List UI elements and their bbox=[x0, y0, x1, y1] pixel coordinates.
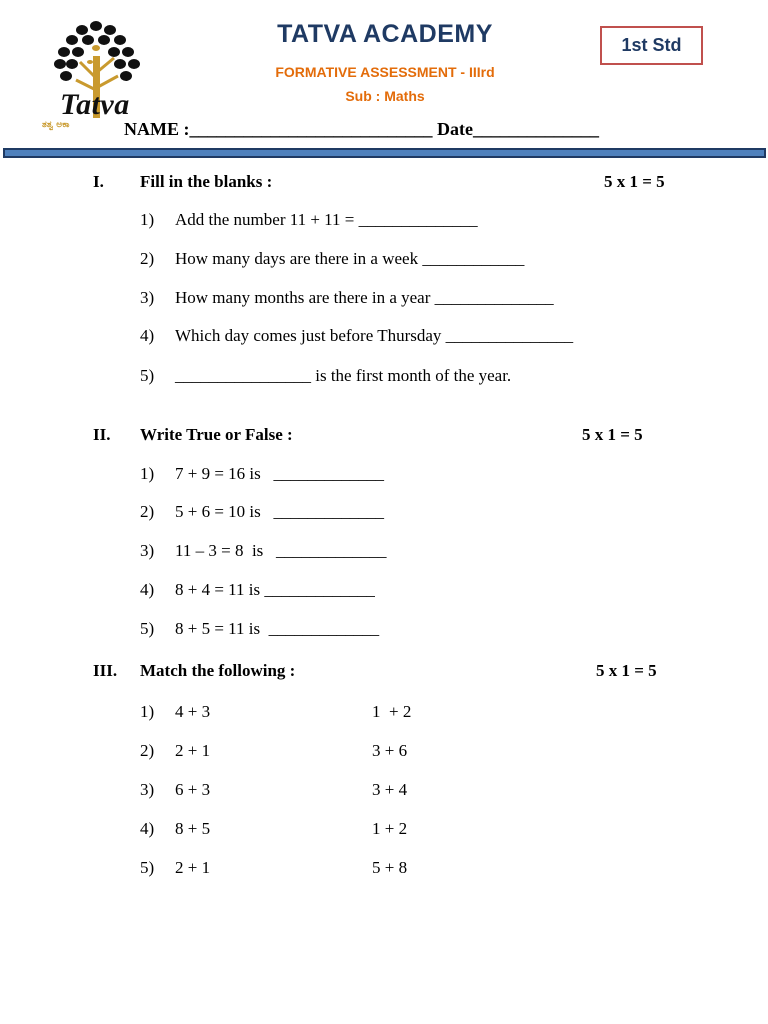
question-text: 8 + 4 = 11 is _____________ bbox=[175, 580, 375, 599]
match-right: 5 + 8 bbox=[372, 858, 408, 877]
question-number: 5) bbox=[140, 858, 155, 877]
logo-wordmark: Tatva bbox=[60, 88, 130, 121]
question-number: 4) bbox=[140, 580, 155, 599]
match-right: 1 + 2 bbox=[372, 819, 408, 838]
question-text: 5 + 6 = 10 is _____________ bbox=[175, 502, 385, 521]
assessment-title: FORMATIVE ASSESSMENT - IIIrd bbox=[275, 64, 495, 80]
question-number: 5) bbox=[140, 366, 155, 385]
match-left: 2 + 1 bbox=[175, 741, 211, 760]
question-text: Which day comes just before Thursday _______________ bbox=[175, 326, 574, 345]
match-right: 3 + 6 bbox=[372, 741, 408, 760]
section-1-heading: Fill in the blanks : bbox=[140, 172, 273, 191]
section-2-marks: 5 x 1 = 5 bbox=[582, 425, 643, 444]
standard-badge bbox=[600, 26, 703, 65]
section-1-marks: 5 x 1 = 5 bbox=[604, 172, 665, 191]
subject-label: Sub : Maths bbox=[345, 88, 425, 104]
name-date-line: NAME :___________________________ Date______________ bbox=[124, 119, 599, 139]
question-number: 2) bbox=[140, 741, 155, 760]
section-3-heading: Match the following : bbox=[140, 661, 296, 680]
question-number: 4) bbox=[140, 819, 155, 838]
question-text: 8 + 5 = 11 is _____________ bbox=[175, 619, 380, 638]
question-number: 3) bbox=[140, 288, 155, 307]
question-text: 7 + 9 = 16 is _____________ bbox=[175, 464, 385, 483]
section-3-number: III. bbox=[93, 661, 118, 680]
question-number: 2) bbox=[140, 249, 155, 268]
school-title: TATVA ACADEMY bbox=[277, 20, 493, 48]
question-number: 5) bbox=[140, 619, 155, 638]
match-left: 6 + 3 bbox=[175, 780, 211, 799]
match-left: 2 + 1 bbox=[175, 858, 211, 877]
section-1-number: I. bbox=[93, 172, 104, 191]
question-number: 1) bbox=[140, 702, 155, 721]
standard-label: 1st Std bbox=[621, 35, 682, 55]
question-number: 4) bbox=[140, 326, 155, 345]
question-text: How many days are there in a week ____________ bbox=[175, 249, 525, 268]
question-text: 11 – 3 = 8 is _____________ bbox=[175, 541, 387, 560]
header-divider bbox=[3, 148, 766, 158]
question-number: 1) bbox=[140, 210, 155, 229]
question-number: 3) bbox=[140, 780, 155, 799]
question-number: 3) bbox=[140, 541, 155, 560]
section-3-marks: 5 x 1 = 5 bbox=[596, 661, 657, 680]
question-text: Add the number 11 + 11 = ______________ bbox=[175, 210, 478, 229]
match-right: 3 + 4 bbox=[372, 780, 408, 799]
section-2-number: II. bbox=[93, 425, 111, 444]
match-left: 4 + 3 bbox=[175, 702, 211, 721]
question-number: 1) bbox=[140, 464, 155, 483]
logo-tagline: ತತ್ವ ಅಕಾ bbox=[42, 120, 70, 130]
question-number: 2) bbox=[140, 502, 155, 521]
question-text: ________________ is the first month of the year. bbox=[175, 366, 512, 385]
match-left: 8 + 5 bbox=[175, 819, 211, 838]
question-text: How many months are there in a year ______________ bbox=[175, 288, 554, 307]
section-2-heading: Write True or False : bbox=[140, 425, 293, 444]
match-right: 1 + 2 bbox=[372, 702, 412, 721]
